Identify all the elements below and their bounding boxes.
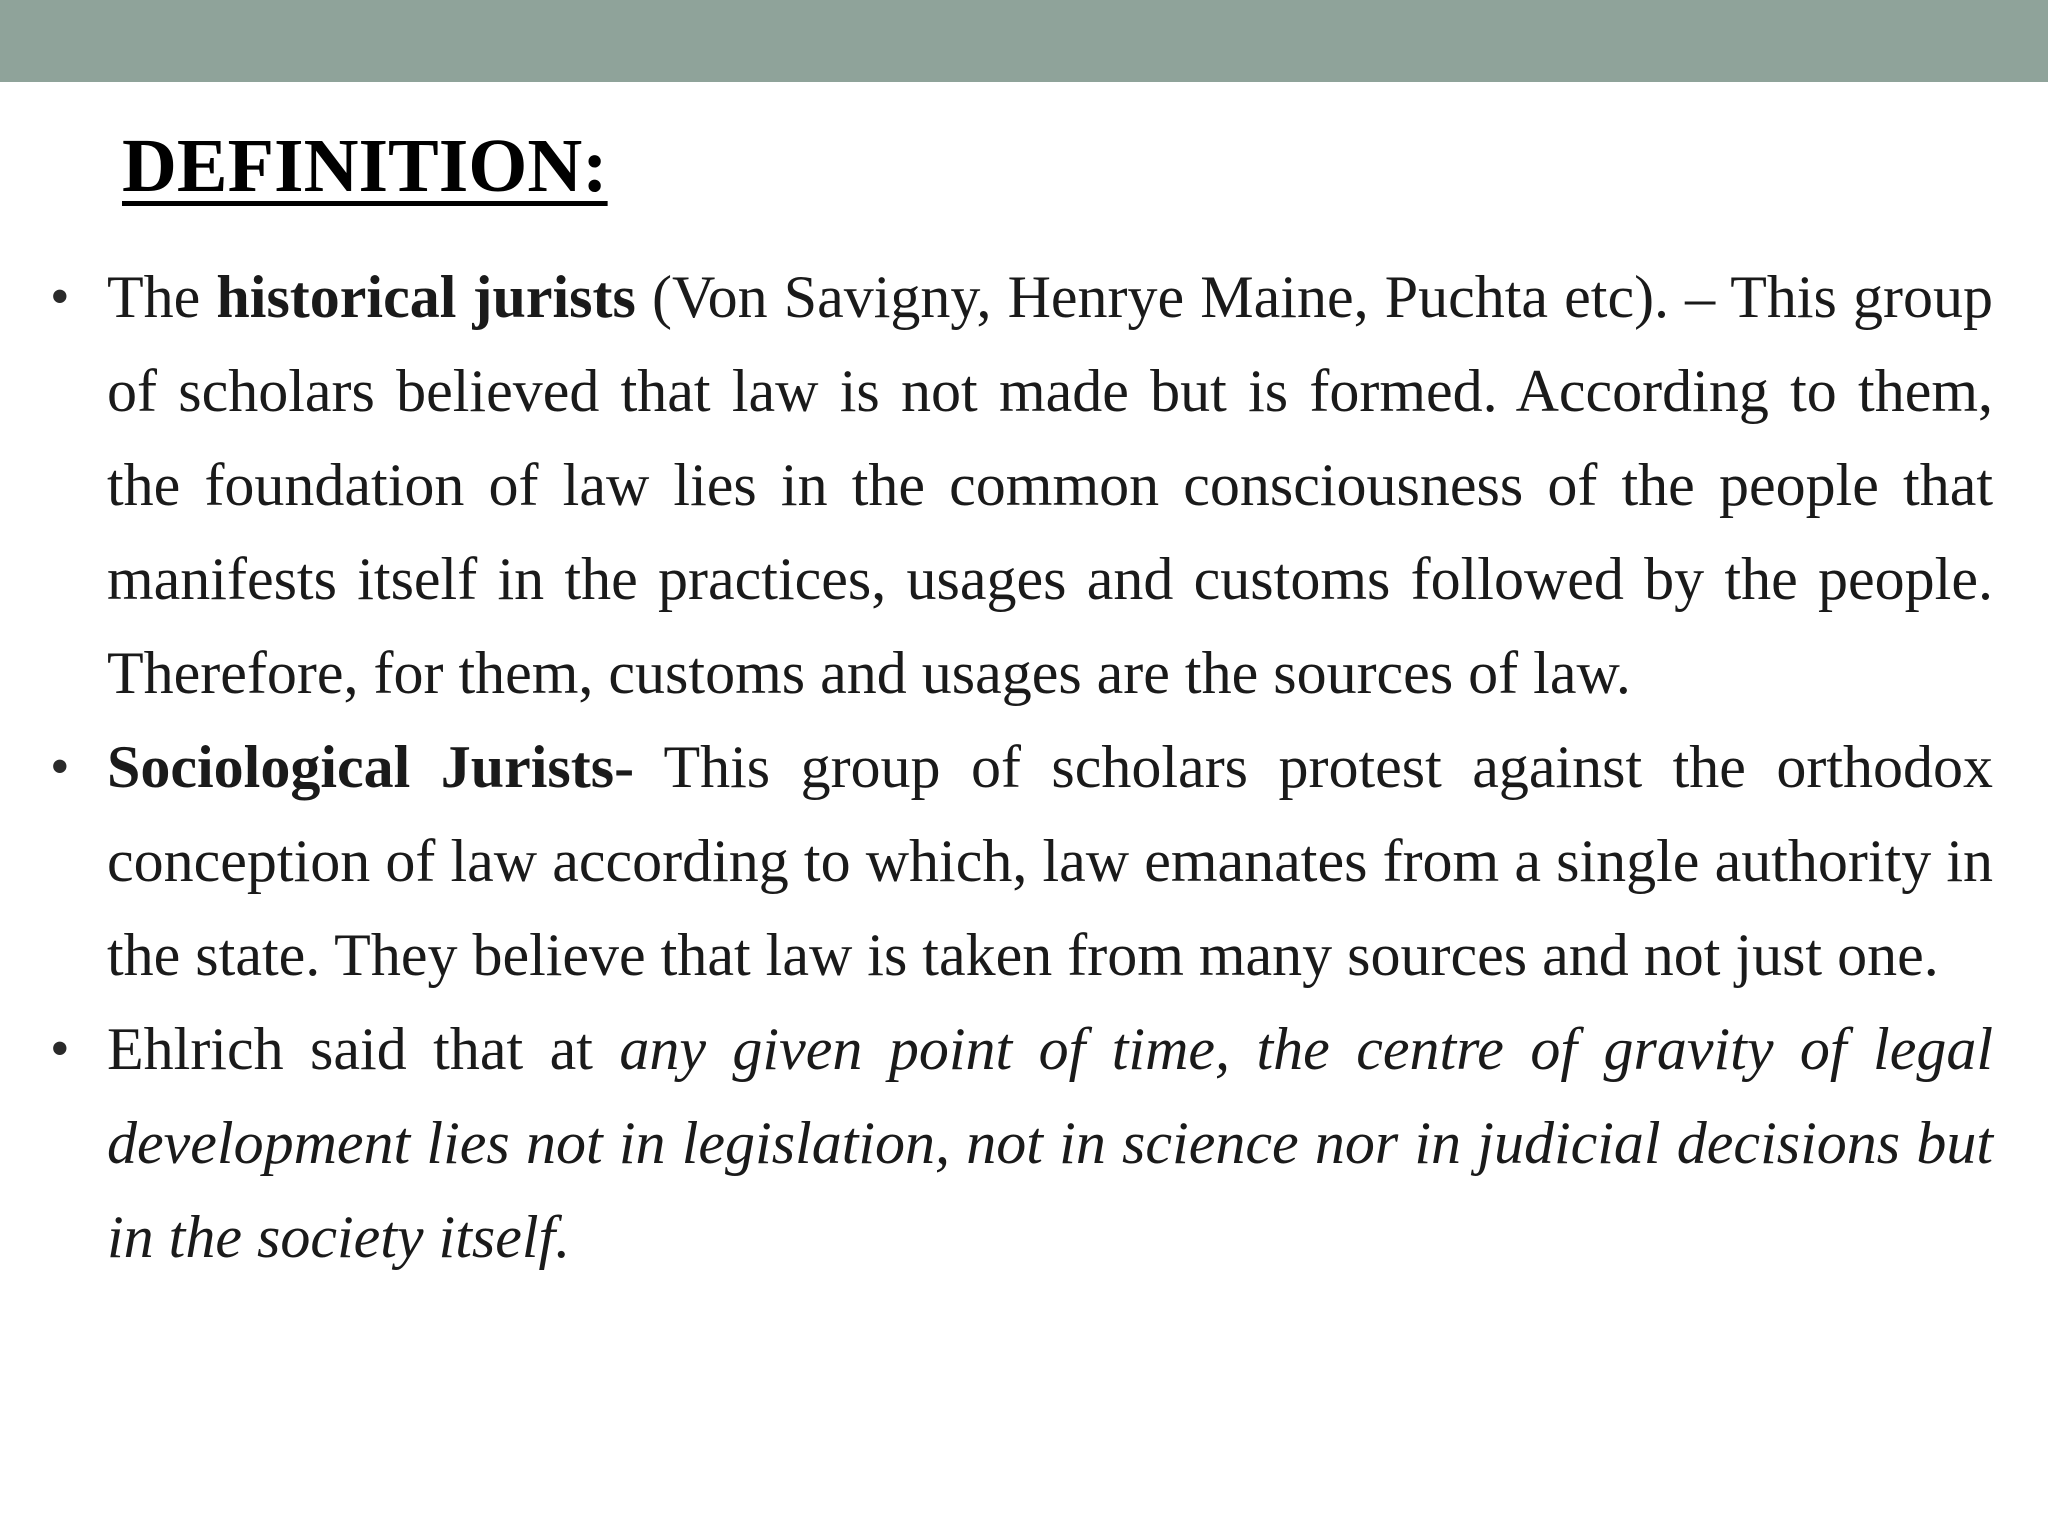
slide-content xyxy=(0,82,2048,1536)
bullet-item-historical-jurists xyxy=(0,250,1993,720)
bullet-body-text: This group of scholars protest against the orthodox conception of law according to which, law emanates from a single authority in the state. They believe that law is taken from many sources and not just one. xyxy=(107,734,1993,988)
slide-title: DEFINITION: xyxy=(122,124,608,208)
bullet-bold-term: historical jurists xyxy=(216,264,636,330)
top-accent-bar xyxy=(0,0,2048,82)
bullet-dot: • xyxy=(50,736,70,798)
bullet-italic-quote: any given point of time, the centre of gravity of legal development lies not in legislation, not in science nor in judicial decisions but in the society itself. xyxy=(107,1016,1993,1270)
bullet-dot: • xyxy=(50,266,70,328)
bullet-list xyxy=(0,250,2048,1284)
bullet-body-text: (Von Savigny, Henrye Maine, Puchta etc). – This group of scholars believed that law is not made but is formed. According to them, the foundation of law lies in the common consciousness of the people that manifests itself in the practices, usages and customs followed by the people. Therefore, for them, customs and usages are the sources of law. xyxy=(107,264,1994,706)
bullet-item-sociological-jurists xyxy=(0,720,1993,1002)
bullet-lead-text: The xyxy=(107,264,217,330)
bullet-dot: • xyxy=(50,1018,70,1080)
bullet-body-text: Ehlrich said that at xyxy=(107,1016,620,1082)
bullet-bold-term: Sociological Jurists- xyxy=(107,734,635,800)
bullet-item-ehrlich-quote xyxy=(0,1002,1993,1284)
